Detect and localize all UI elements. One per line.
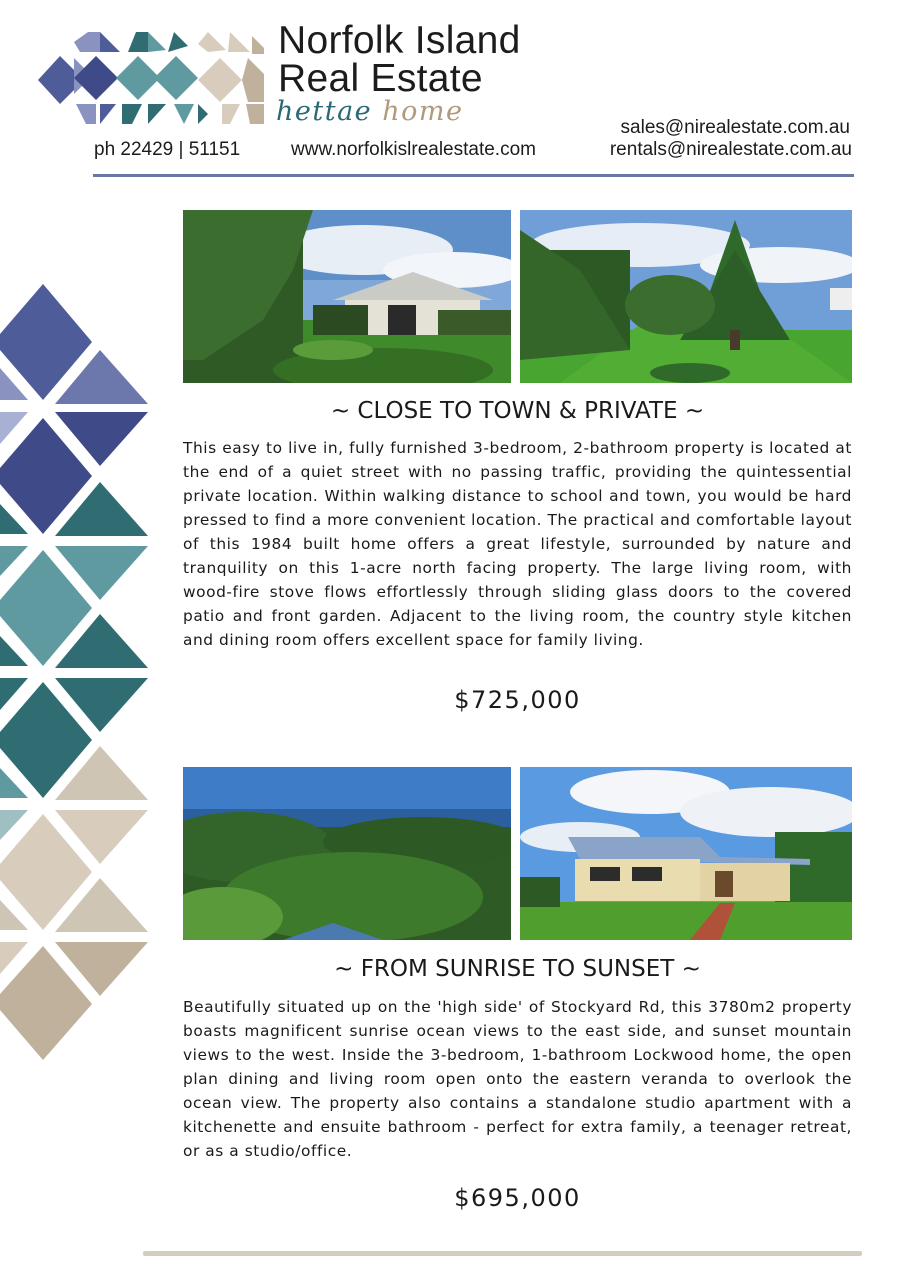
phone-number: ph 22429 | 51151: [94, 139, 241, 160]
side-diamond-pattern: [0, 284, 150, 1064]
logo-mosaic-right: [198, 32, 264, 124]
rentals-email-link[interactable]: rentals@nirealestate.com.au: [609, 139, 852, 160]
logo-mosaic-center: [116, 32, 208, 124]
company-tagline: [276, 98, 463, 126]
listing-1-description: This easy to live in, fully furnished 3-bedroom, 2-bathroom property is located at the end of a quiet street with no passing traffic, providing the quintessential private location. Within walking distance to school and town, you would be hard pressed to find a more convenient location. The practical and comfortable layout of this 1984 built home offers a great lifestyle, surrounded by nature and tranquility on this 1-acre north facing property. The large living room, with wood-fire stove flows effortlessly through sliding glass doors to the covered patio and front garden. Adjacent to the living room, the country style kitchen and dining room offers excellent space for family living.: [183, 439, 852, 649]
header-divider: [93, 174, 854, 177]
listing-1-photo-house: [183, 210, 511, 383]
tagline-word-2: home: [382, 96, 464, 127]
sales-email-link[interactable]: sales@nirealestate.com.au: [620, 117, 850, 138]
logo-mosaic-left: [38, 32, 120, 124]
listing-1-photo-garden: [520, 210, 852, 383]
listing-2-photo-ocean-view: [183, 767, 511, 940]
listing-1-price: $725,000: [454, 686, 581, 714]
footer-divider: [143, 1251, 862, 1256]
listing-2-price: $695,000: [454, 1184, 581, 1212]
company-name-line1: Norfolk Island: [278, 19, 521, 62]
listing-2-photo-house: [520, 767, 852, 940]
website-link[interactable]: www.norfolkislrealestate.com: [291, 139, 536, 160]
company-name-line2: Real Estate: [278, 57, 483, 100]
tagline-word-1: hettae: [276, 96, 373, 127]
company-name: [278, 19, 521, 100]
company-logo: [38, 32, 264, 124]
listing-2-title: ~ FROM SUNRISE TO SUNSET ~: [334, 956, 701, 982]
listing-1-title: ~ CLOSE TO TOWN & PRIVATE ~: [330, 398, 705, 424]
listing-2-description: Beautifully situated up on the 'high side' of Stockyard Rd, this 3780m2 property boasts magnificent sunrise ocean views to the east side, and sunset mountain views to the west. Inside the 3-bedroom, 1-bathroom Lockwood home, the open plan dining and living room open onto the eastern veranda to overlook the ocean view. The property also contains a standalone studio apartment with a kitchenette and ensuite bathroom - perfect for extra family, a teenager retreat, or as a studio/office.: [183, 998, 852, 1160]
